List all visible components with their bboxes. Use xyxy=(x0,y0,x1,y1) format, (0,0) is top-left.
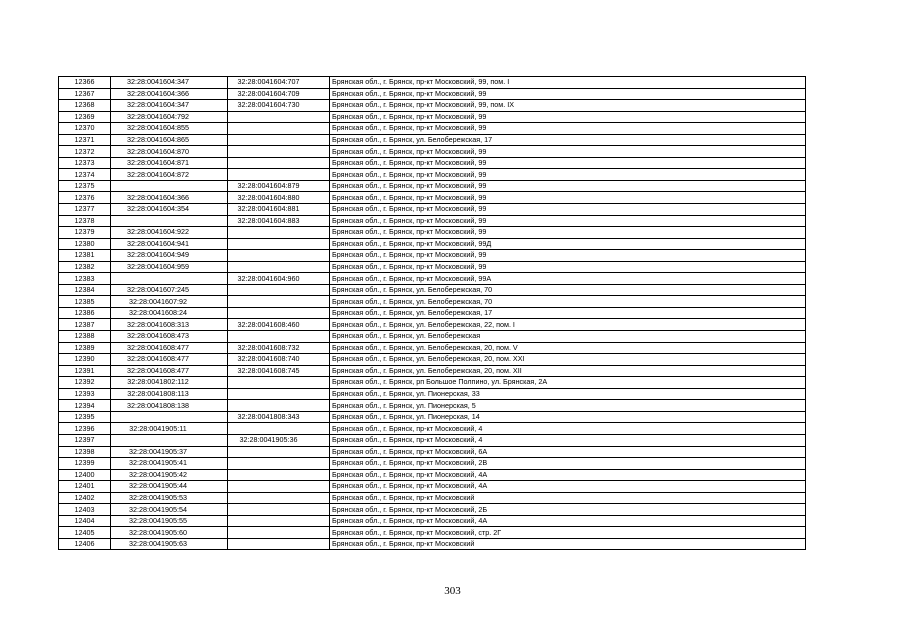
related-cadastral-number-cell: 32:28:0041604:883 xyxy=(228,215,330,227)
row-id-cell: 12370 xyxy=(59,123,111,135)
cadastral-number-cell: 32:28:0041604:347 xyxy=(111,77,228,89)
row-id-cell: 12395 xyxy=(59,411,111,423)
address-cell: Брянская обл., г. Брянск, пр-кт Московский xyxy=(330,538,806,550)
related-cadastral-number-cell: 32:28:0041608:740 xyxy=(228,354,330,366)
table-row xyxy=(59,134,806,146)
table-row xyxy=(59,411,806,423)
table-row xyxy=(59,481,806,493)
related-cadastral-number-cell xyxy=(228,134,330,146)
table-row xyxy=(59,469,806,481)
address-cell: Брянская обл., г. Брянск, пр-кт Московский, 99А xyxy=(330,273,806,285)
row-id-cell: 12385 xyxy=(59,296,111,308)
table-row xyxy=(59,307,806,319)
row-id-cell: 12374 xyxy=(59,169,111,181)
row-id-cell: 12384 xyxy=(59,284,111,296)
row-id-cell: 12404 xyxy=(59,515,111,527)
table-row xyxy=(59,273,806,285)
table-row xyxy=(59,88,806,100)
row-id-cell: 12396 xyxy=(59,423,111,435)
related-cadastral-number-cell xyxy=(228,388,330,400)
row-id-cell: 12380 xyxy=(59,238,111,250)
table-row xyxy=(59,434,806,446)
row-id-cell: 12379 xyxy=(59,227,111,239)
table-row xyxy=(59,284,806,296)
cadastral-number-cell xyxy=(111,411,228,423)
row-id-cell: 12391 xyxy=(59,365,111,377)
table-row xyxy=(59,204,806,216)
row-id-cell: 12402 xyxy=(59,492,111,504)
address-cell: Брянская обл., г. Брянск, ул. Пионерская, 5 xyxy=(330,400,806,412)
row-id-cell: 12397 xyxy=(59,434,111,446)
cadastral-number-cell: 32:28:0041808:113 xyxy=(111,388,228,400)
table-row xyxy=(59,157,806,169)
related-cadastral-number-cell: 32:28:0041808:343 xyxy=(228,411,330,423)
row-id-cell: 12403 xyxy=(59,504,111,516)
table-row xyxy=(59,111,806,123)
related-cadastral-number-cell: 32:28:0041604:960 xyxy=(228,273,330,285)
table-row xyxy=(59,192,806,204)
row-id-cell: 12392 xyxy=(59,377,111,389)
address-cell: Брянская обл., г. Брянск, пр-кт Московский xyxy=(330,492,806,504)
cadastral-number-cell: 32:28:0041604:871 xyxy=(111,157,228,169)
cadastral-number-cell: 32:28:0041905:41 xyxy=(111,458,228,470)
cadastral-number-cell: 32:28:0041608:477 xyxy=(111,365,228,377)
registry-table xyxy=(58,76,806,550)
related-cadastral-number-cell: 32:28:0041604:707 xyxy=(228,77,330,89)
related-cadastral-number-cell xyxy=(228,423,330,435)
address-cell: Брянская обл., г. Брянск, пр-кт Московский, 99 xyxy=(330,215,806,227)
related-cadastral-number-cell xyxy=(228,469,330,481)
table-row xyxy=(59,250,806,262)
table-row xyxy=(59,458,806,470)
related-cadastral-number-cell xyxy=(228,227,330,239)
row-id-cell: 12398 xyxy=(59,446,111,458)
address-cell: Брянская обл., г. Брянск, пр-кт Московский, 2В xyxy=(330,458,806,470)
table-row xyxy=(59,377,806,389)
table-row xyxy=(59,227,806,239)
cadastral-number-cell: 32:28:0041604:872 xyxy=(111,169,228,181)
address-cell: Брянская обл., г. Брянск, ул. Белобережская, 70 xyxy=(330,284,806,296)
row-id-cell: 12376 xyxy=(59,192,111,204)
address-cell: Брянская обл., г. Брянск, пр-кт Московский, 99 xyxy=(330,250,806,262)
related-cadastral-number-cell xyxy=(228,111,330,123)
address-cell: Брянская обл., г. Брянск, пр-кт Московский, 99 xyxy=(330,111,806,123)
row-id-cell: 12369 xyxy=(59,111,111,123)
address-cell: Брянская обл., г. Брянск, пр-кт Московский, 99 xyxy=(330,261,806,273)
related-cadastral-number-cell: 32:28:0041604:879 xyxy=(228,180,330,192)
address-cell: Брянская обл., г. Брянск, пр-кт Московский, 99, пом. IX xyxy=(330,100,806,112)
table-row xyxy=(59,388,806,400)
cadastral-number-cell: 32:28:0041604:354 xyxy=(111,204,228,216)
address-cell: Брянская обл., г. Брянск, ул. Пионерская, 14 xyxy=(330,411,806,423)
address-cell: Брянская обл., г. Брянск, пр-кт Московский, 99 xyxy=(330,88,806,100)
related-cadastral-number-cell xyxy=(228,157,330,169)
related-cadastral-number-cell: 32:28:0041608:745 xyxy=(228,365,330,377)
address-cell: Брянская обл., г. Брянск, пр-кт Московский, 99 xyxy=(330,169,806,181)
row-id-cell: 12401 xyxy=(59,481,111,493)
cadastral-number-cell: 32:28:0041905:11 xyxy=(111,423,228,435)
related-cadastral-number-cell xyxy=(228,331,330,343)
address-cell: Брянская обл., г. Брянск, ул. Белобережская, 22, пом. I xyxy=(330,319,806,331)
table-row xyxy=(59,215,806,227)
table-row xyxy=(59,331,806,343)
table-row xyxy=(59,77,806,89)
row-id-cell: 12377 xyxy=(59,204,111,216)
cadastral-number-cell: 32:28:0041808:138 xyxy=(111,400,228,412)
cadastral-number-cell: 32:28:0041905:55 xyxy=(111,515,228,527)
cadastral-number-cell xyxy=(111,180,228,192)
cadastral-number-cell xyxy=(111,215,228,227)
table-row xyxy=(59,527,806,539)
address-cell: Брянская обл., г. Брянск, пр-кт Московский, 99 xyxy=(330,180,806,192)
page-number: 303 xyxy=(444,585,461,597)
address-cell: Брянская обл., г. Брянск, пр-кт Московский, 4 xyxy=(330,434,806,446)
table-row xyxy=(59,296,806,308)
address-cell: Брянская обл., г. Брянск, пр-кт Московский, 99 xyxy=(330,192,806,204)
cadastral-number-cell: 32:28:0041604:792 xyxy=(111,111,228,123)
related-cadastral-number-cell: 32:28:0041608:460 xyxy=(228,319,330,331)
cadastral-number-cell: 32:28:0041905:37 xyxy=(111,446,228,458)
row-id-cell: 12367 xyxy=(59,88,111,100)
row-id-cell: 12371 xyxy=(59,134,111,146)
row-id-cell: 12394 xyxy=(59,400,111,412)
table-row xyxy=(59,261,806,273)
cadastral-number-cell: 32:28:0041607:92 xyxy=(111,296,228,308)
cadastral-number-cell: 32:28:0041604:922 xyxy=(111,227,228,239)
row-id-cell: 12373 xyxy=(59,157,111,169)
address-cell: Брянская обл., г. Брянск, пр-кт Московский, 4А xyxy=(330,515,806,527)
cadastral-number-cell: 32:28:0041608:473 xyxy=(111,331,228,343)
row-id-cell: 12400 xyxy=(59,469,111,481)
address-cell: Брянская обл., г. Брянск, ул. Белобережская xyxy=(330,331,806,343)
row-id-cell: 12406 xyxy=(59,538,111,550)
table-row xyxy=(59,319,806,331)
row-id-cell: 12387 xyxy=(59,319,111,331)
cadastral-number-cell: 32:28:0041604:865 xyxy=(111,134,228,146)
cadastral-number-cell: 32:28:0041905:44 xyxy=(111,481,228,493)
row-id-cell: 12388 xyxy=(59,331,111,343)
related-cadastral-number-cell xyxy=(228,492,330,504)
address-cell: Брянская обл., г. Брянск, пр-кт Московский, стр. 2Г xyxy=(330,527,806,539)
table-row xyxy=(59,504,806,516)
table-row xyxy=(59,538,806,550)
related-cadastral-number-cell: 32:28:0041608:732 xyxy=(228,342,330,354)
address-cell: Брянская обл., г. Брянск, пр-кт Московский, 4А xyxy=(330,469,806,481)
address-cell: Брянская обл., г. Брянск, ул. Пионерская, 33 xyxy=(330,388,806,400)
row-id-cell: 12378 xyxy=(59,215,111,227)
address-cell: Брянская обл., г. Брянск, пр-кт Московский, 99 xyxy=(330,227,806,239)
table-row xyxy=(59,423,806,435)
related-cadastral-number-cell xyxy=(228,446,330,458)
cadastral-number-cell: 32:28:0041604:870 xyxy=(111,146,228,158)
cadastral-number-cell: 32:28:0041604:941 xyxy=(111,238,228,250)
address-cell: Брянская обл., г. Брянск, пр-кт Московский, 4А xyxy=(330,481,806,493)
table-row xyxy=(59,169,806,181)
cadastral-number-cell: 32:28:0041607:245 xyxy=(111,284,228,296)
table-row xyxy=(59,123,806,135)
related-cadastral-number-cell: 32:28:0041604:881 xyxy=(228,204,330,216)
cadastral-number-cell: 32:28:0041604:855 xyxy=(111,123,228,135)
row-id-cell: 12390 xyxy=(59,354,111,366)
table-row xyxy=(59,180,806,192)
address-cell: Брянская обл., г. Брянск, ул. Белобережская, 20, пом. XII xyxy=(330,365,806,377)
related-cadastral-number-cell xyxy=(228,527,330,539)
related-cadastral-number-cell xyxy=(228,238,330,250)
row-id-cell: 12393 xyxy=(59,388,111,400)
row-id-cell: 12366 xyxy=(59,77,111,89)
related-cadastral-number-cell xyxy=(228,481,330,493)
related-cadastral-number-cell xyxy=(228,296,330,308)
address-cell: Брянская обл., г. Брянск, ул. Белобережская, 20, пом. V xyxy=(330,342,806,354)
related-cadastral-number-cell: 32:28:0041905:36 xyxy=(228,434,330,446)
related-cadastral-number-cell xyxy=(228,307,330,319)
row-id-cell: 12386 xyxy=(59,307,111,319)
related-cadastral-number-cell xyxy=(228,284,330,296)
address-cell: Брянская обл., г. Брянск, пр-кт Московский, 99 xyxy=(330,204,806,216)
related-cadastral-number-cell xyxy=(228,458,330,470)
related-cadastral-number-cell xyxy=(228,250,330,262)
table-row xyxy=(59,238,806,250)
cadastral-number-cell: 32:28:0041608:477 xyxy=(111,342,228,354)
table-row xyxy=(59,400,806,412)
address-cell: Брянская обл., г. Брянск, пр-кт Московский, 2Б xyxy=(330,504,806,516)
cadastral-number-cell: 32:28:0041604:366 xyxy=(111,88,228,100)
address-cell: Брянская обл., г. Брянск, ул. Белобережская, 20, пом. XXI xyxy=(330,354,806,366)
related-cadastral-number-cell xyxy=(228,504,330,516)
cadastral-number-cell: 32:28:0041604:366 xyxy=(111,192,228,204)
cadastral-number-cell: 32:28:0041604:949 xyxy=(111,250,228,262)
cadastral-number-cell: 32:28:0041604:959 xyxy=(111,261,228,273)
table-row xyxy=(59,146,806,158)
cadastral-number-cell: 32:28:0041905:60 xyxy=(111,527,228,539)
table-row xyxy=(59,446,806,458)
cadastral-number-cell: 32:28:0041604:347 xyxy=(111,100,228,112)
cadastral-number-cell: 32:28:0041905:42 xyxy=(111,469,228,481)
address-cell: Брянская обл., г. Брянск, пр-кт Московский, 4 xyxy=(330,423,806,435)
address-cell: Брянская обл., г. Брянск, пр-кт Московский, 99, пом. I xyxy=(330,77,806,89)
row-id-cell: 12375 xyxy=(59,180,111,192)
cadastral-number-cell: 32:28:0041905:54 xyxy=(111,504,228,516)
address-cell: Брянская обл., г. Брянск, пр-кт Московский, 6А xyxy=(330,446,806,458)
cadastral-number-cell: 32:28:0041905:63 xyxy=(111,538,228,550)
related-cadastral-number-cell: 32:28:0041604:880 xyxy=(228,192,330,204)
row-id-cell: 12399 xyxy=(59,458,111,470)
row-id-cell: 12381 xyxy=(59,250,111,262)
address-cell: Брянская обл., г. Брянск, ул. Белобережская, 17 xyxy=(330,134,806,146)
related-cadastral-number-cell xyxy=(228,377,330,389)
address-cell: Брянская обл., г. Брянск, пр-кт Московский, 99 xyxy=(330,123,806,135)
cadastral-number-cell: 32:28:0041608:313 xyxy=(111,319,228,331)
related-cadastral-number-cell: 32:28:0041604:730 xyxy=(228,100,330,112)
cadastral-number-cell: 32:28:0041608:24 xyxy=(111,307,228,319)
cadastral-number-cell xyxy=(111,434,228,446)
related-cadastral-number-cell xyxy=(228,123,330,135)
related-cadastral-number-cell xyxy=(228,261,330,273)
related-cadastral-number-cell xyxy=(228,169,330,181)
row-id-cell: 12372 xyxy=(59,146,111,158)
cadastral-number-cell xyxy=(111,273,228,285)
table-row xyxy=(59,100,806,112)
row-id-cell: 12405 xyxy=(59,527,111,539)
address-cell: Брянская обл., г. Брянск, пр-кт Московский, 99 xyxy=(330,157,806,169)
table-row xyxy=(59,354,806,366)
address-cell: Брянская обл., г. Брянск, пр-кт Московский, 99Д xyxy=(330,238,806,250)
related-cadastral-number-cell xyxy=(228,146,330,158)
table-row xyxy=(59,342,806,354)
related-cadastral-number-cell xyxy=(228,515,330,527)
related-cadastral-number-cell xyxy=(228,538,330,550)
table-row xyxy=(59,515,806,527)
table-row xyxy=(59,365,806,377)
address-cell: Брянская обл., г. Брянск, ул. Белобережская, 70 xyxy=(330,296,806,308)
table-row xyxy=(59,492,806,504)
cadastral-number-cell: 32:28:0041608:477 xyxy=(111,354,228,366)
address-cell: Брянская обл., г. Брянск, ул. Белобережская, 17 xyxy=(330,307,806,319)
row-id-cell: 12382 xyxy=(59,261,111,273)
registry-table-body xyxy=(59,77,806,550)
cadastral-number-cell: 32:28:0041905:53 xyxy=(111,492,228,504)
cadastral-number-cell: 32:28:0041802:112 xyxy=(111,377,228,389)
related-cadastral-number-cell xyxy=(228,400,330,412)
address-cell: Брянская обл., г. Брянск, пр-кт Московский, 99 xyxy=(330,146,806,158)
related-cadastral-number-cell: 32:28:0041604:709 xyxy=(228,88,330,100)
row-id-cell: 12368 xyxy=(59,100,111,112)
address-cell: Брянская обл., г. Брянск, рп Большое Полпино, ул. Брянская, 2А xyxy=(330,377,806,389)
row-id-cell: 12383 xyxy=(59,273,111,285)
row-id-cell: 12389 xyxy=(59,342,111,354)
